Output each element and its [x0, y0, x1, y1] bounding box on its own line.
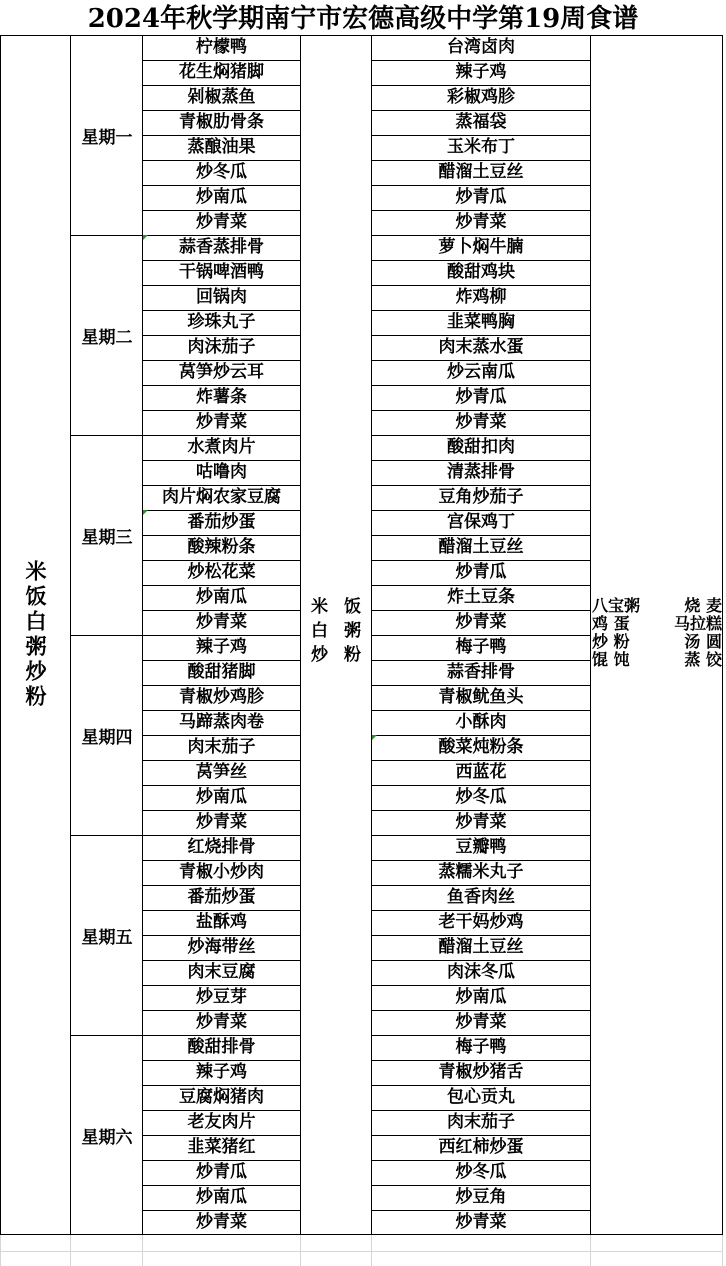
dinner-dish: 酸甜鸡块	[447, 262, 515, 282]
lunch-dish: 炒青菜	[196, 412, 247, 432]
dinner-dish: 鱼香肉丝	[447, 887, 515, 907]
lunch-dish: 番茄炒蛋	[187, 512, 256, 532]
dinner-dish: 炒南瓜	[455, 987, 507, 1007]
lunch-dish: 炒青瓜	[196, 1162, 247, 1182]
lunch-dish: 干锅啤酒鸭	[179, 262, 264, 282]
dinner-dish: 彩椒鸡胗	[447, 87, 515, 107]
dinner-dish: 蒜香排骨	[447, 662, 515, 682]
dinner-dish: 青椒炒猪舌	[438, 1062, 524, 1082]
dinner-dish: 炸鸡柳	[455, 287, 507, 307]
dinner-dish: 老干妈炒鸡	[438, 912, 524, 932]
lunch-dish: 酸甜猪脚	[187, 662, 256, 682]
dinner-dish: 豆瓣鸭	[455, 837, 507, 857]
lunch-dish: 蒜香蒸排骨	[179, 237, 264, 257]
lunch-dish: 炒南瓜	[196, 187, 247, 207]
dinner-dish: 炒青菜	[455, 1212, 507, 1232]
dinner-dish: 炒冬瓜	[455, 787, 507, 807]
breakfast-snacks	[592, 597, 722, 669]
lunch-dish: 辣子鸡	[196, 1062, 247, 1082]
dinner-dish: 豆角炒茄子	[438, 487, 524, 507]
dinner-dish: 炸土豆条	[447, 587, 515, 607]
dinner-dish: 小酥肉	[455, 712, 507, 732]
staple-mid-row: 白 粥	[311, 621, 361, 641]
lunch-dish: 炒青菜	[196, 612, 247, 632]
lunch-dish: 回锅肉	[196, 287, 247, 307]
lunch-dish: 炒南瓜	[196, 1187, 247, 1207]
lunch-dish: 番茄炒蛋	[187, 887, 256, 907]
dinner-dish: 梅子鸭	[455, 637, 507, 657]
snack-item: 蒸 饺	[684, 650, 722, 669]
lunch-dish: 肉末茄子	[187, 737, 256, 757]
staple-food-left-text: 米饭白粥炒粉	[23, 559, 48, 710]
dinner-dish: 炒豆角	[455, 1187, 507, 1207]
lunch-dish: 肉沫茄子	[187, 337, 256, 357]
lunch-dish: 老友肉片	[187, 1112, 256, 1132]
snack-item: 炒 粉	[592, 632, 630, 651]
dinner-dish: 辣子鸡	[455, 62, 507, 82]
lunch-dish: 炒松花菜	[187, 562, 256, 582]
lunch-dish: 韭菜猪红	[187, 1137, 256, 1157]
lunch-dish: 炒冬瓜	[196, 162, 247, 182]
dinner-dish: 炒青瓜	[455, 187, 507, 207]
dinner-dish: 醋溜土豆丝	[438, 937, 524, 957]
dinner-dish: 肉末茄子	[447, 1112, 515, 1132]
day-label: 星期六	[81, 1127, 133, 1148]
dinner-dish: 包心贡丸	[447, 1087, 515, 1107]
snack-item: 马拉糕	[673, 614, 722, 633]
dinner-dish: 炒青瓜	[455, 562, 507, 582]
lunch-dish: 酸甜排骨	[187, 1037, 256, 1057]
lunch-dish: 炒青菜	[196, 1212, 247, 1232]
snack-item: 八宝粥	[592, 596, 641, 615]
snack-item: 馄 饨	[592, 650, 630, 669]
lunch-dish: 红烧排骨	[187, 837, 256, 857]
lunch-dish: 炒青菜	[196, 1012, 247, 1032]
dinner-dish: 肉末蒸水蛋	[438, 337, 524, 357]
lunch-dish: 炒海带丝	[187, 937, 256, 957]
dinner-dish: 蒸糯米丸子	[438, 862, 524, 882]
lunch-dish: 炒南瓜	[196, 587, 247, 607]
lunch-dish: 青椒小炒肉	[179, 862, 264, 882]
staple-food-middle	[301, 595, 371, 675]
cell-comment-marker	[143, 510, 148, 515]
cell-comment-marker	[372, 735, 377, 740]
dinner-dish: 炒青瓜	[455, 387, 507, 407]
day-label: 星期二	[81, 327, 133, 348]
grid-line	[722, 35, 723, 1235]
dinner-dish: 酸菜炖粉条	[438, 737, 524, 757]
dinner-dish: 醋溜土豆丝	[438, 537, 524, 557]
cell-comment-marker	[143, 235, 148, 240]
dinner-dish: 酸甜扣肉	[447, 437, 515, 457]
lunch-dish: 肉片焖农家豆腐	[162, 487, 281, 507]
dinner-dish: 醋溜土豆丝	[438, 162, 524, 182]
lunch-dish: 蒸酿油果	[187, 137, 256, 157]
dinner-dish: 炒冬瓜	[455, 1162, 507, 1182]
dinner-dish: 炒青菜	[455, 612, 507, 632]
lunch-dish: 咕噜肉	[196, 462, 247, 482]
dinner-dish: 炒青菜	[455, 1012, 507, 1032]
lunch-dish: 柠檬鸭	[196, 37, 247, 57]
snack-item: 鸡 蛋	[592, 614, 630, 633]
snack-row	[592, 615, 722, 633]
grid-line	[0, 1251, 723, 1252]
snack-row	[592, 651, 722, 669]
staple-mid-row: 米 饭	[311, 597, 361, 617]
dinner-dish: 玉米布丁	[447, 137, 515, 157]
dinner-dish: 炒云南瓜	[447, 362, 515, 382]
lunch-dish: 炒豆芽	[196, 987, 247, 1007]
lunch-dish: 青椒炒鸡胗	[179, 687, 264, 707]
lunch-dish: 炒青菜	[196, 812, 247, 832]
staple-mid-row: 炒 粉	[311, 645, 361, 665]
lunch-dish: 豆腐焖猪肉	[179, 1087, 264, 1107]
day-label: 星期三	[81, 527, 133, 548]
lunch-dish: 炒南瓜	[196, 787, 247, 807]
dinner-dish: 炒青菜	[455, 412, 507, 432]
snack-item: 烧 麦	[684, 596, 722, 615]
lunch-dish: 盐酥鸡	[196, 912, 247, 932]
dinner-dish: 清蒸排骨	[447, 462, 515, 482]
lunch-dish: 马蹄蒸肉卷	[179, 712, 264, 732]
dinner-dish: 西蓝花	[455, 762, 507, 782]
lunch-dish: 花生焖猪脚	[179, 62, 264, 82]
lunch-dish: 炒青菜	[196, 212, 247, 232]
dinner-dish: 青椒鱿鱼头	[438, 687, 524, 707]
lunch-dish: 酸辣粉条	[187, 537, 256, 557]
dinner-dish: 炒青菜	[455, 812, 507, 832]
lunch-dish: 水煮肉片	[187, 437, 256, 457]
page-title: 2024年秋学期南宁市宏德高级中学第19周食谱	[87, 4, 639, 34]
lunch-dish: 莴笋炒云耳	[179, 362, 264, 382]
lunch-dish: 珍珠丸子	[187, 312, 256, 332]
dinner-dish: 萝卜焖牛腩	[438, 237, 524, 257]
lunch-dish: 炸薯条	[196, 387, 247, 407]
day-label: 星期五	[81, 927, 133, 948]
dinner-dish: 蒸福袋	[455, 112, 507, 132]
dinner-dish: 台湾卤肉	[447, 37, 515, 57]
day-label: 星期四	[81, 727, 133, 748]
lunch-dish: 青椒肋骨条	[179, 112, 264, 132]
snack-item: 汤 圆	[684, 632, 722, 651]
dinner-dish: 肉沫冬瓜	[447, 962, 515, 982]
snack-row	[592, 633, 722, 651]
dinner-dish: 梅子鸭	[455, 1037, 507, 1057]
dinner-dish: 韭菜鸭胸	[447, 312, 515, 332]
lunch-dish: 莴笋丝	[196, 762, 247, 782]
dinner-dish: 西红柿炒蛋	[438, 1137, 524, 1157]
staple-food-left	[0, 35, 70, 1234]
dinner-dish: 宫保鸡丁	[447, 512, 515, 532]
lunch-dish: 剁椒蒸鱼	[187, 87, 256, 107]
lunch-dish: 肉末豆腐	[187, 962, 256, 982]
dinner-dish: 炒青菜	[455, 212, 507, 232]
snack-row	[592, 597, 722, 615]
lunch-dish: 辣子鸡	[196, 637, 247, 657]
day-label: 星期一	[81, 127, 133, 148]
